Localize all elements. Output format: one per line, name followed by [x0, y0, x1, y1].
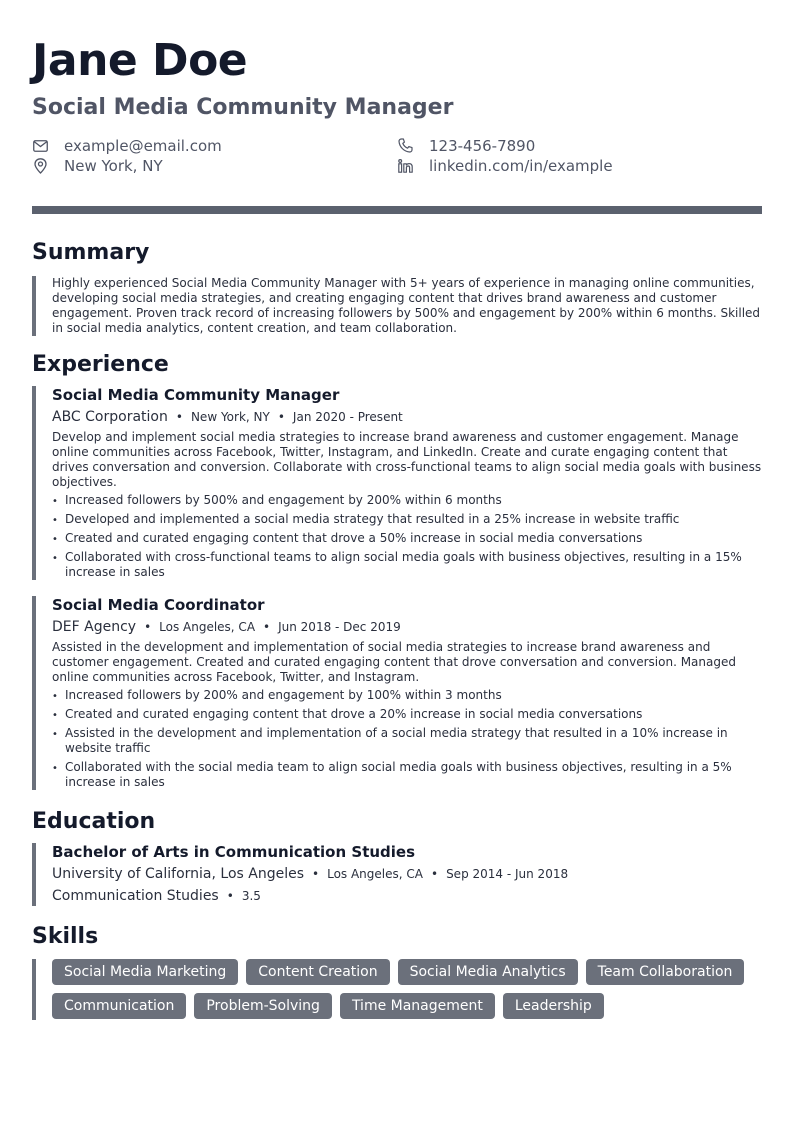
skill-tag: Problem-Solving [194, 993, 332, 1019]
school-location: Los Angeles, CA [327, 867, 423, 881]
summary-heading: Summary [32, 240, 150, 265]
job-dates: Jan 2020 - Present [292, 410, 403, 424]
job-entry [32, 386, 762, 580]
separator-dot: • [430, 867, 439, 881]
skill-tag: Communication [52, 993, 186, 1019]
job-title: Social Media Community Manager [52, 386, 340, 404]
skill-tag: Time Management [340, 993, 495, 1019]
skills-block [32, 959, 762, 1020]
job-location: Los Angeles, CA [159, 620, 256, 634]
education-entry [32, 843, 762, 906]
education-field-row [52, 887, 762, 906]
achievement-item: • Increased followers by 200% and engagement by 100% within 3 months [52, 688, 762, 703]
achievement-item: • Increased followers by 500% and engagement by 200% within 6 months [52, 493, 762, 508]
job-meta [52, 408, 762, 427]
job-achievements [52, 493, 762, 580]
education-dates: Sep 2014 - Jun 2018 [446, 867, 569, 881]
job-entry [32, 596, 762, 790]
contact-phone[interactable] [397, 136, 762, 155]
field-of-study: Communication Studies [52, 888, 219, 904]
job-title: Social Media Coordinator [52, 596, 265, 614]
separator-dot: • [175, 410, 183, 424]
phone-text: 123-456-7890 [429, 136, 536, 155]
separator-dot: • [277, 410, 285, 424]
skill-tag: Team Collaboration [586, 959, 745, 985]
achievement-item: • Assisted in the development and implementation of a social media strategy that resulted in a 10% increase in website traffic [52, 726, 762, 756]
separator-dot: • [312, 867, 320, 881]
header-divider [32, 206, 762, 214]
job-achievements [52, 688, 762, 790]
job-description: Develop and implement social media strategies to increase brand awareness and customer engagement. Manage online communities across Facebook, Twitter, Instagram, and LinkedIn. Create and curate engaging content that drives conversation and conversion. Collaborate with cross-functional teams to align social media goals with business objectives. [52, 430, 762, 489]
summary-text: Highly experienced Social Media Community Manager with 5+ years of experience in managing online communities, developing social media strategies, and creating engaging content that drives brand awareness and customer engagement. Proven track record of increasing followers by 500% and engagement by 200% within 6 months. Skilled in social media analytics, content creation, and team collaboration. [52, 276, 761, 335]
achievement-item: • Created and curated engaging content that drove a 20% increase in social media conversations [52, 707, 762, 722]
contact-email[interactable] [32, 136, 397, 155]
skill-tag: Social Media Analytics [398, 959, 578, 985]
separator-dot: • [226, 889, 234, 903]
job-dates: Jun 2018 - Dec 2019 [278, 620, 401, 634]
skill-tag: Leadership [503, 993, 604, 1019]
job-company: ABC Corporation [52, 409, 168, 425]
contact-list [32, 136, 762, 175]
school-name: University of California, Los Angeles [52, 866, 305, 882]
skills-heading: Skills [32, 924, 99, 949]
experience-heading: Experience [32, 352, 169, 377]
education-meta [52, 865, 762, 884]
envelope-icon [32, 138, 48, 154]
skill-tag: Content Creation [246, 959, 389, 985]
skills-tag-list [52, 959, 762, 1019]
candidate-name: Jane Doe [32, 35, 248, 86]
email-text: example@email.com [64, 136, 222, 155]
job-company: DEF Agency [52, 619, 137, 635]
achievement-item: • Collaborated with the social media team to align social media goals with business objectives, resulting in a 5% increase in sales [52, 760, 762, 790]
job-description: Assisted in the development and implementation of social media strategies to increase brand awareness and customer engagement. Created and curated engaging content that drove conversation and conversion. Managed online communities across Facebook, Twitter, and Instagram. [52, 640, 736, 684]
contact-location [32, 156, 397, 175]
linkedin-icon [397, 158, 413, 174]
location-pin-icon [32, 158, 48, 174]
job-meta [52, 618, 762, 637]
achievement-item: • Collaborated with cross-functional teams to align social media goals with business objectives, resulting in a 15% increase in sales [52, 550, 762, 580]
location-text: New York, NY [64, 156, 163, 175]
skill-tag: Social Media Marketing [52, 959, 238, 985]
achievement-item: • Created and curated engaging content that drove a 50% increase in social media conversations [52, 531, 762, 546]
gpa-value: 3.5 [241, 889, 261, 903]
phone-icon [397, 138, 413, 154]
linkedin-text: linkedin.com/in/example [429, 156, 613, 175]
job-location: New York, NY [190, 410, 270, 424]
achievement-item: • Developed and implemented a social media strategy that resulted in a 25% increase in website traffic [52, 512, 762, 527]
candidate-title: Social Media Community Manager [32, 95, 454, 120]
summary-block [32, 276, 762, 336]
separator-dot: • [263, 620, 271, 634]
education-heading: Education [32, 809, 156, 834]
contact-linkedin[interactable] [397, 156, 762, 175]
separator-dot: • [144, 620, 152, 634]
degree-title: Bachelor of Arts in Communication Studies [52, 843, 416, 861]
